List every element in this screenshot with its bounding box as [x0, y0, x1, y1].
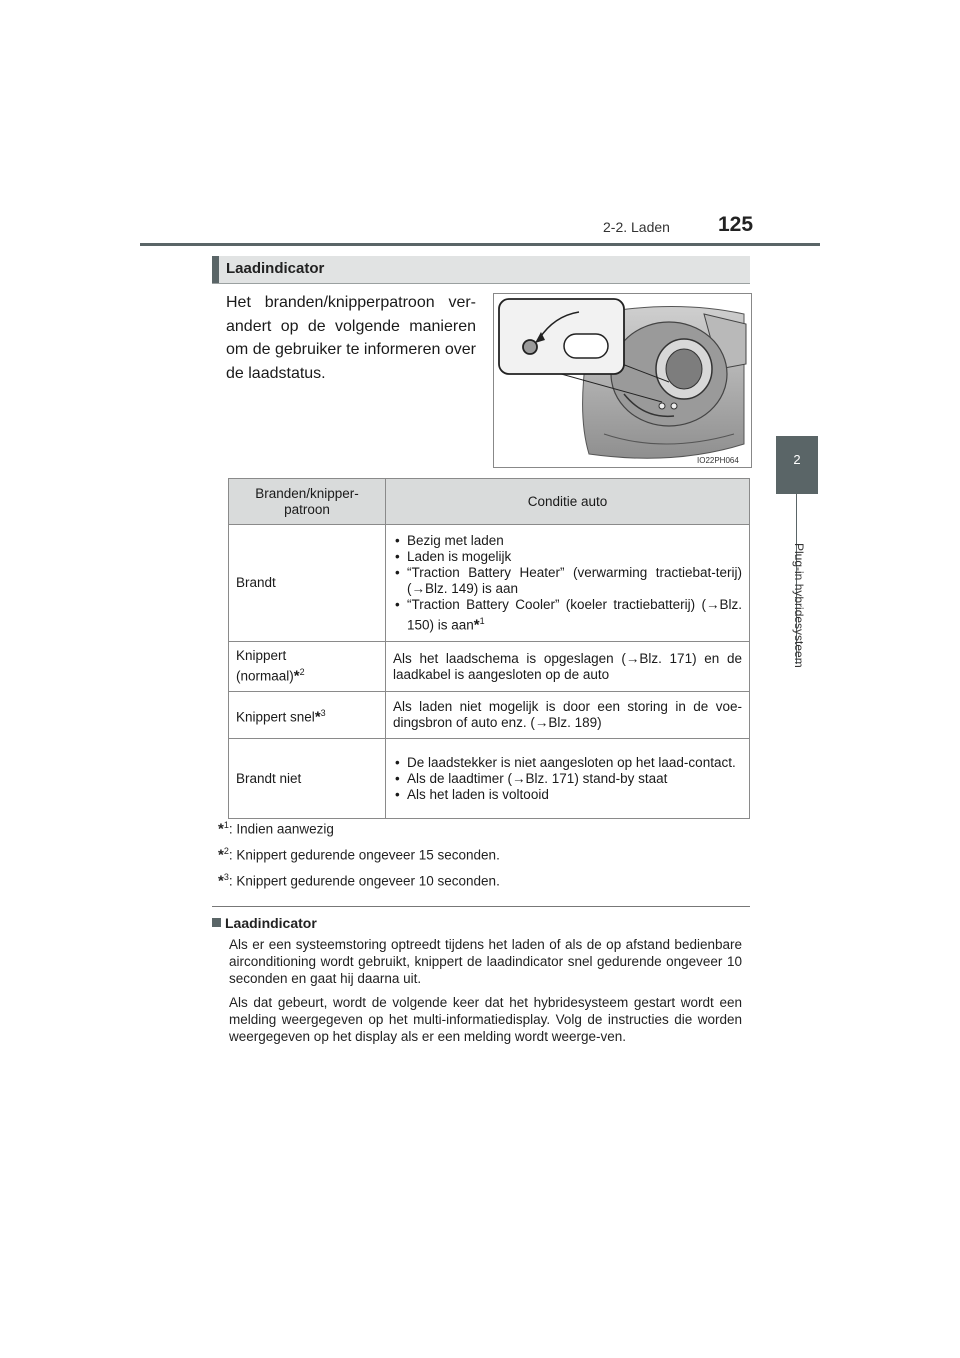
section-heading-underline: [212, 283, 750, 284]
table-header-row: [229, 479, 750, 525]
footnote-star: *: [314, 708, 321, 726]
pattern-line-2: [236, 664, 378, 685]
row-condition: Als het laadschema is opgeslagen (→Blz. 171) en de laadkabel is aangesloten op de auto: [386, 642, 750, 692]
subsection-heading: [212, 915, 317, 931]
footnote-star: *: [293, 667, 300, 685]
table-header-pattern: Branden/knipper-patroon: [229, 479, 386, 525]
footnote-number: 2: [223, 846, 229, 856]
chapter-title: Plug-in hybridesysteem: [792, 543, 806, 668]
pattern-text: Knippert snel: [236, 709, 315, 725]
footnote-ref: 2: [299, 667, 305, 678]
table-row: [229, 642, 750, 692]
list-item: • Als de laadtimer (→Blz. 171) stand-by staat: [393, 771, 742, 787]
row-pattern: Brandt: [229, 525, 386, 642]
footnote-number: 3: [223, 872, 229, 882]
figure-code: IO22PH064: [697, 456, 739, 465]
footnote-ref: 3: [320, 707, 326, 718]
body-paragraph: Als er een systeemstoring optreedt tijdens het laden of als de op afstand bedienbare airconditioning wordt gebruikt, knippert de laadindicator snel gedurende ongeveer 10 seconden en gaat hij daarna uit.: [229, 937, 742, 986]
footnote-star: *: [218, 872, 224, 890]
footnote: [218, 872, 500, 890]
list-item: • Laden is mogelijk: [393, 549, 742, 565]
footnote-star: *: [218, 846, 224, 864]
footnote: [218, 820, 334, 838]
square-bullet-icon: [212, 918, 221, 927]
row-condition: [386, 739, 750, 819]
row-condition: [386, 525, 750, 642]
header-rule: [140, 243, 820, 246]
list-item: • “Traction Battery Heater” (verwarming tractiebat-terij) (→Blz. 149) is aan: [393, 565, 742, 597]
subsection-title: Laadindicator: [225, 915, 317, 931]
table-row: [229, 525, 750, 642]
list-item: • Bezig met laden: [393, 533, 742, 549]
row-pattern: [229, 692, 386, 739]
list-item: • De laadstekker is niet aangesloten op het laad-contact.: [393, 755, 742, 771]
table-row: [229, 692, 750, 739]
footnote-star: *: [473, 616, 480, 634]
intro-paragraph: Het branden/knipperpatroon ver-andert op de volgende manieren om de gebruiker te informeren over de laadstatus.: [226, 294, 476, 382]
charging-port-illustration: [493, 293, 752, 468]
footnote-number: 1: [223, 820, 229, 830]
footnote-text: : Knippert gedurende ongeveer 10 seconden.: [228, 873, 500, 889]
section-divider: [212, 906, 750, 907]
list-item: [393, 597, 742, 634]
charging-port-drawing: [494, 294, 751, 467]
condition-list: [393, 755, 742, 803]
footnote-ref: 1: [479, 615, 485, 626]
pattern-line-text: (normaal): [236, 668, 294, 684]
footnote-text: : Knippert gedurende ongeveer 15 seconden.: [228, 847, 500, 863]
section-heading-marker: [212, 256, 219, 283]
table-header-condition: Conditie auto: [386, 479, 750, 525]
chapter-number: 2: [793, 452, 801, 467]
header-section-title: 2-2. Laden: [603, 219, 670, 235]
footnote: [218, 846, 500, 864]
row-pattern: [229, 642, 386, 692]
condition-list: [393, 533, 742, 634]
footnote-star: *: [218, 820, 224, 838]
table-row: [229, 739, 750, 819]
list-item: • Als het laden is voltooid: [393, 787, 742, 803]
list-item-text: “Traction Battery Cooler” (koeler tractiebatterij) (→Blz. 150) is aan: [407, 596, 742, 633]
section-title: Laadindicator: [226, 260, 325, 277]
indicator-table: [228, 478, 750, 819]
row-pattern: Brandt niet: [229, 739, 386, 819]
pattern-line: Knippert: [236, 648, 287, 664]
row-condition: Als laden niet mogelijk is door een storing in de voe-dingsbron of auto enz. (→Blz. 189): [386, 692, 750, 739]
page-number: 125: [718, 213, 754, 236]
body-paragraph: Als dat gebeurt, wordt de volgende keer dat het hybridesysteem gestart wordt een melding weergegeven op het multi-informatiedisplay. Volg de instructies die worden weergegeven op het display als er een melding wordt weerge-ven.: [229, 995, 742, 1044]
footnote-text: : Indien aanwezig: [228, 821, 334, 837]
